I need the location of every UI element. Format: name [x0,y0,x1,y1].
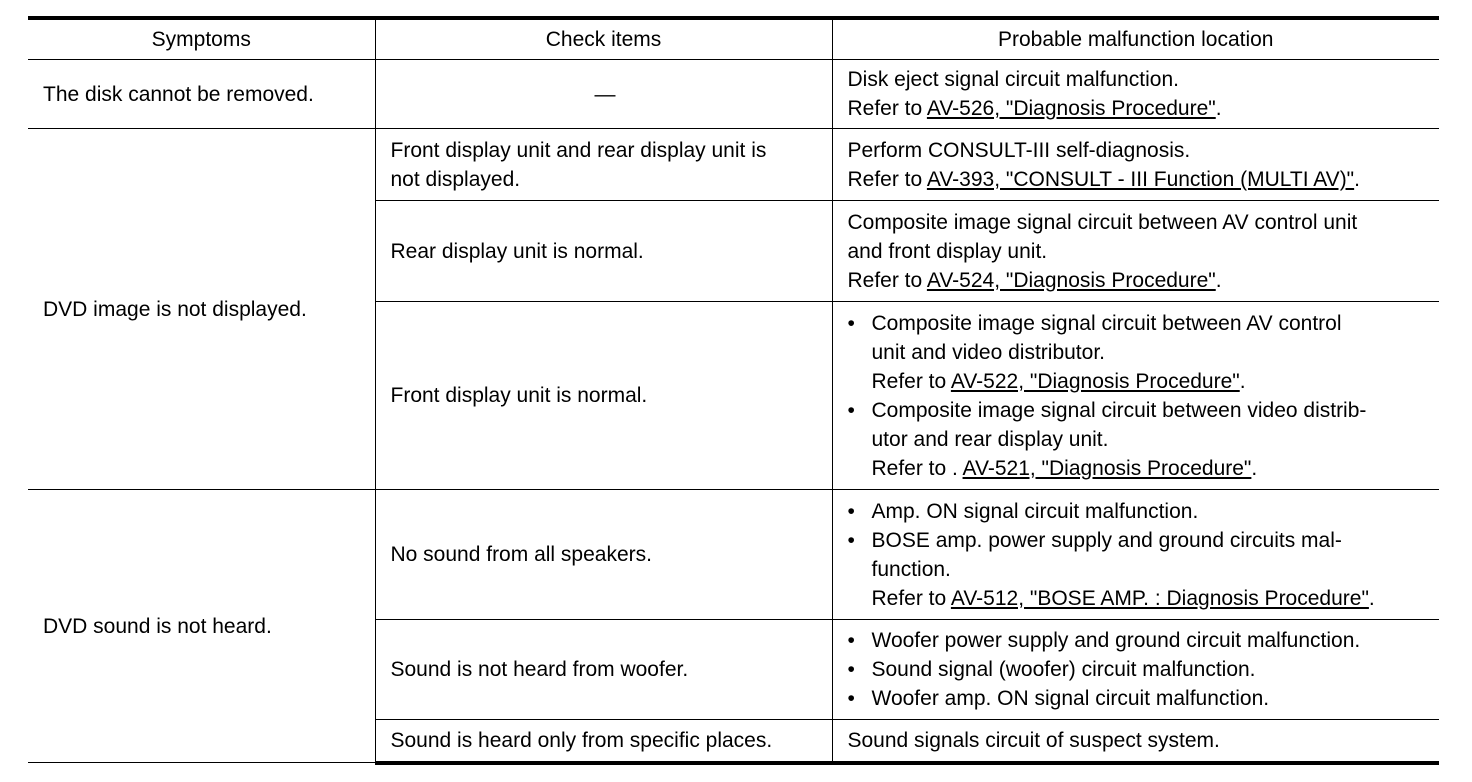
bullet-text: utor and rear display unit. [871,427,1109,451]
refer-prefix: Refer to [847,97,927,120]
check-cell: — [375,60,832,129]
table-header-row [28,18,1439,60]
bullet-icon: • [847,398,855,422]
location-cell [832,490,1439,620]
check-text: not displayed. [390,167,521,191]
refer-suffix: . [1215,97,1222,120]
list-item [848,309,1428,396]
location-cell [832,129,1439,201]
bullet-icon: • [847,499,855,523]
location-text: Perform CONSULT-III self-diagnosis. [847,138,1191,162]
ref-link-av-522[interactable]: AV-522, "Diagnosis Procedure" [950,369,1240,393]
check-cell [375,129,832,201]
refer-line [848,266,1428,295]
bullet-text: Woofer amp. ON signal circuit malfunction. [871,687,1270,710]
ref-link-av-526[interactable]: AV-526, "Diagnosis Procedure" [926,97,1216,120]
refer-prefix: Refer to [871,369,951,393]
list-item [848,626,1428,655]
location-text: and front display unit. [847,239,1048,263]
ref-link-av-524[interactable]: AV-524, "Diagnosis Procedure" [926,268,1216,292]
bullet-text: Composite image signal circuit between video distrib- [871,398,1367,422]
bullet-text: Sound signal (woofer) circuit malfunction. [871,658,1256,681]
check-cell: Front display unit is normal. [375,302,832,490]
ref-link-av-512[interactable]: AV-512, "BOSE AMP. : Diagnosis Procedure" [950,586,1369,610]
bullet-text: Woofer power supply and ground circuit malfunction. [871,629,1361,652]
bullet-list [848,626,1428,713]
location-text: Composite image signal circuit between AV control unit [847,210,1358,234]
location-cell [832,201,1439,302]
diagnosis-table [28,16,1439,765]
check-text: Front display unit and rear display unit is [390,138,767,162]
check-cell: Sound is not heard from woofer. [375,620,832,720]
check-cell: Rear display unit is normal. [375,201,832,302]
list-item [848,497,1428,526]
check-cell: No sound from all speakers. [375,490,832,620]
bullet-icon: • [847,528,855,552]
symptom-cell: DVD image is not displayed. [28,129,375,490]
list-item [848,396,1428,483]
list-item [848,526,1428,613]
refer-prefix: Refer to [847,268,927,292]
refer-suffix: . [1251,456,1258,480]
list-item [848,684,1428,713]
refer-line [872,584,1428,613]
bullet-icon: • [847,629,855,652]
location-cell [832,302,1439,490]
refer-prefix: Refer to [871,586,951,610]
location-cell [832,620,1439,720]
refer-suffix: . [1368,586,1375,610]
bullet-text: BOSE amp. power supply and ground circuits mal- [871,528,1342,552]
refer-prefix: Refer to . [871,456,963,480]
location-cell [832,60,1439,129]
bullet-icon: • [847,658,855,681]
table-row [28,129,1439,201]
list-item [848,655,1428,684]
bullet-text: unit and video distributor. [871,340,1105,364]
refer-prefix: Refer to [847,167,927,191]
ref-link-av-521[interactable]: AV-521, "Diagnosis Procedure" [962,456,1252,480]
bullet-text: function. [871,557,951,581]
bullet-list [848,309,1428,483]
header-symptoms: Symptoms [28,18,375,60]
location-text: Disk eject signal circuit malfunction. [847,68,1179,91]
bullet-text: Amp. ON signal circuit malfunction. [871,499,1199,523]
refer-line [872,454,1428,483]
refer-line [872,367,1428,396]
bullet-icon: • [847,311,855,335]
header-check-items: Check items [375,18,832,60]
bullet-icon: • [847,687,855,710]
refer-suffix: . [1239,369,1246,393]
symptom-cell: The disk cannot be removed. [28,60,375,129]
refer-line [848,165,1428,194]
symptom-cell: DVD sound is not heard. [28,490,375,763]
bullet-text: Composite image signal circuit between AV control [871,311,1342,335]
bullet-list [848,497,1428,613]
table-row [28,490,1439,620]
ref-link-av-393[interactable]: AV-393, "CONSULT - III Function (MULTI AV)" [926,167,1355,191]
refer-line [848,94,1428,123]
refer-suffix: . [1215,268,1222,292]
refer-suffix: . [1354,167,1360,191]
header-probable-location: Probable malfunction location [832,18,1439,60]
check-cell: Sound is heard only from specific places. [375,720,832,763]
table-row [28,60,1439,129]
location-cell: Sound signals circuit of suspect system. [832,720,1439,763]
